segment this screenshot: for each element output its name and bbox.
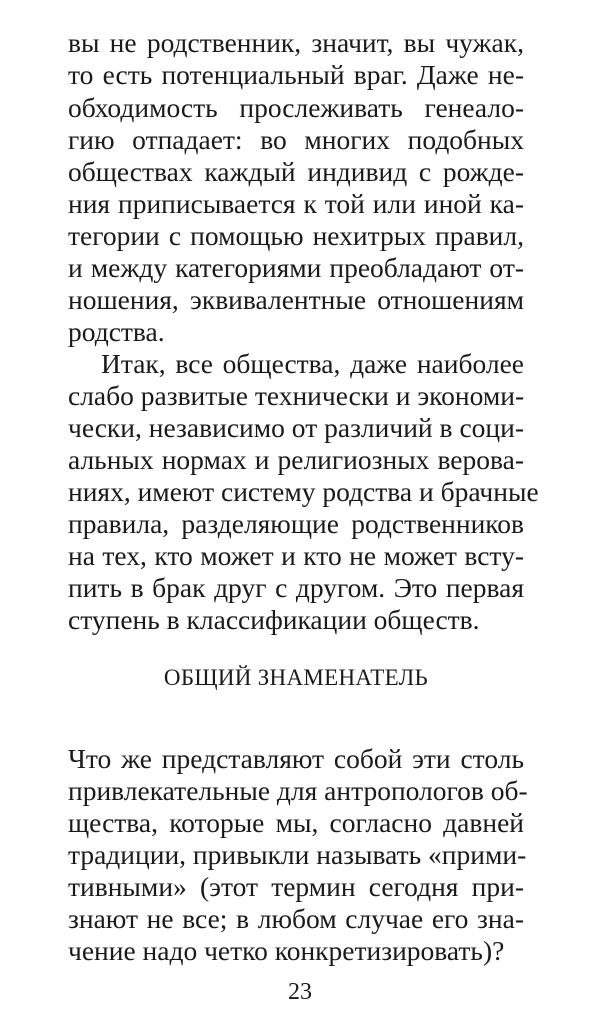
text-line: то есть потенциальный враг. Даже не-: [68, 59, 524, 90]
text-line: ниях, имеют систему родства и брачные: [68, 476, 539, 507]
text-line: ступень в классификации обществ.: [68, 604, 480, 635]
text-line: на тех, кто может и кто не может всту-: [68, 540, 524, 571]
text-line: альных нормах и религиозных верова-: [68, 444, 524, 475]
section-heading: ОБЩИЙ ЗНАМЕНАТЕЛЬ: [163, 665, 429, 690]
text-line: вы не родственник, значит, вы чужак,: [68, 27, 524, 58]
text-line: тивными» (этот термин сегодня при-: [68, 871, 524, 902]
text-line: привлекательные для антропологов об-: [68, 775, 528, 806]
text-line: щества, которые мы, согласно давней: [68, 807, 524, 838]
text-line: чески, независимо от различий в соци-: [68, 412, 524, 443]
text-line: тегории с помощью нехитрых правил,: [68, 220, 524, 251]
text-line: обществах каждый индивид с рожде-: [68, 156, 524, 187]
text-line: ния приписывается к той или иной ка-: [68, 188, 524, 219]
page-number: 23: [288, 979, 312, 1005]
text-line: правила, разделяющие родственников: [68, 508, 524, 539]
text-line: слабо развитые технически и экономи-: [68, 380, 525, 411]
text-line: традиции, привыкли называть «прими-: [68, 839, 527, 870]
text-line: ношения, эквивалентные отношениям: [68, 284, 524, 315]
text-line: Итак, все общества, даже наиболее: [101, 348, 524, 379]
text-line: Что же представляют собой эти столь: [68, 743, 524, 774]
text-line: чение надо четко конкретизировать)?: [68, 935, 505, 966]
text-line: обходимость прослеживать генеало-: [68, 92, 524, 123]
text-line: гию отпадает: во многих подобных: [68, 124, 524, 155]
text-line: и между категориями преобладают от-: [68, 252, 524, 283]
text-line: родства.: [68, 316, 165, 347]
text-line: пить в брак друг с другом. Это первая: [68, 572, 524, 603]
text-line: знают не все; в любом случае его зна-: [68, 903, 524, 934]
